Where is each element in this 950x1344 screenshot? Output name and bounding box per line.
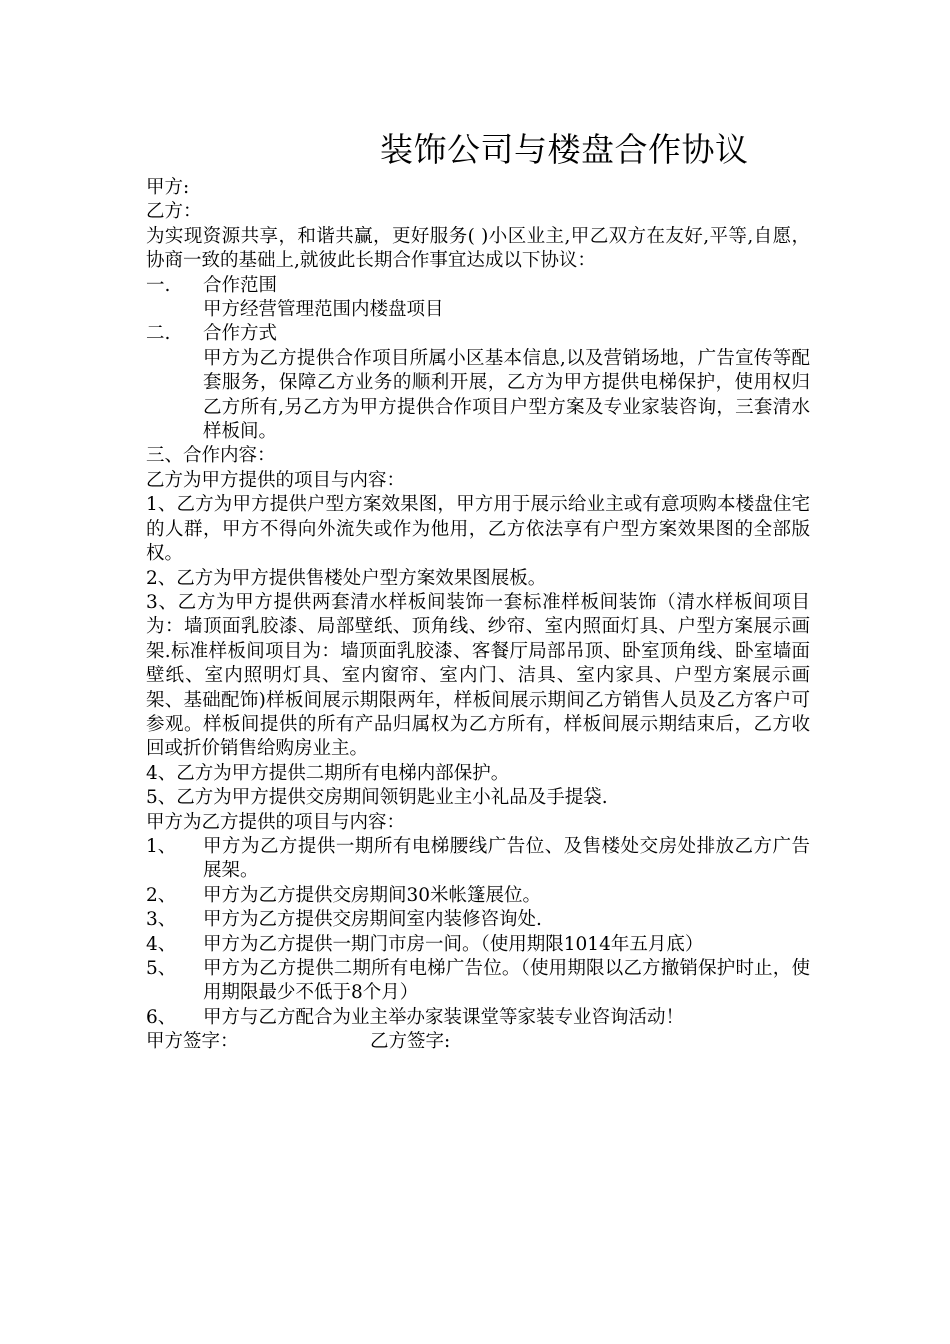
- party-a-signature-label: 甲方签字：: [146, 1031, 239, 1053]
- list-item-text: 甲方与乙方配合为业主举办家装课堂等家装专业咨询活动！: [203, 1006, 685, 1028]
- list-item: 1、乙方为甲方提供户型方案效果图，甲方用于展示给业主或有意项购本楼盘住宅的人群，甲方不得向外流失或作为他用，乙方依法享有户型方案效果图的全部版权。: [146, 494, 810, 565]
- list-item-text: 甲方为乙方提供交房期间30米帐篷展位。: [203, 884, 542, 906]
- section-heading: [146, 322, 810, 346]
- list-item-text: 甲方为乙方提供交房期间室内装修咨询处.: [203, 909, 542, 931]
- list-item-number: 4、: [146, 933, 177, 955]
- list-item: [146, 1006, 810, 1030]
- list-item-number: 2、: [146, 884, 177, 906]
- list-item: [146, 957, 810, 1006]
- list-item: [146, 884, 810, 908]
- list-item: [146, 908, 810, 932]
- list-item: 2、乙方为甲方提供售楼处户型方案效果图展板。: [146, 567, 547, 589]
- list-item-number: 1、: [146, 835, 177, 857]
- section-title: 合作范围: [203, 274, 278, 296]
- document-body: [146, 176, 810, 1055]
- party-b-provides-heading: 乙方为甲方提供的项目与内容：: [146, 469, 406, 491]
- party-a-provides-heading: 甲方为乙方提供的项目与内容：: [146, 811, 406, 833]
- section-3-heading: 三、合作内容：: [146, 445, 276, 467]
- section-number: 一.: [146, 274, 171, 296]
- list-item-number: 6、: [146, 1006, 177, 1028]
- list-item: 3、乙方为甲方提供两套清水样板间装饰一套标准样板间装饰（清水样板间项目为：墙顶面乳胶漆、局部壁纸、顶角线、纱帘、室内照面灯具、户型方案展示画架.标准样板间项目为：墙顶面乳胶漆、客餐厅局部吊顶、卧室顶角线、卧室墙面壁纸、室内照明灯具、室内窗帘、室内门、洁具、室内家具、户型方案展示画架、基础配饰)样板间展示期限两年，样板间展示期间乙方销售人员及乙方客户可参观。样板间提供的所有产品归属权为乙方所有，样板间展示期结束后，乙方收回或折价销售给购房业主。: [146, 591, 810, 760]
- section-body: 甲方经营管理范围内楼盘项目: [203, 299, 444, 321]
- list-item: [146, 933, 810, 957]
- party-b-signature-label: 乙方签字:: [370, 1031, 451, 1053]
- section-heading: [146, 274, 810, 298]
- section-number: 二.: [146, 323, 171, 345]
- list-item-text: 甲方为乙方提供一期所有电梯腰线广告位、及售楼处交房处排放乙方广告展架。: [203, 835, 810, 882]
- section-body: 甲方为乙方提供合作项目所属小区基本信息,以及营销场地，广告宣传等配套服务，保障乙方业务的顺利开展，乙方为甲方提供电梯保护，使用权归乙方所有,另乙方为甲方提供合作项目户型方案及专业家装咨询，三套清水样板间。: [203, 347, 810, 443]
- party-b-label: 乙方：: [146, 201, 202, 223]
- intro-paragraph: 为实现资源共享，和谐共赢，更好服务( )小区业主,甲乙双方在友好,平等,自愿，协商一致的基础上,就彼此长期合作事宜达成以下协议：: [146, 225, 810, 272]
- list-item-number: 5、: [146, 958, 177, 979]
- document-title: 装饰公司与楼盘合作协议: [380, 130, 749, 169]
- list-item-text: 甲方为乙方提供一期门市房一间。（使用期限1014年五月底）: [203, 933, 704, 955]
- list-item: 5、乙方为甲方提供交房期间领钥匙业主小礼品及手提袋.: [146, 787, 608, 809]
- party-a-label: 甲方:: [146, 177, 190, 198]
- signature-line: [146, 1030, 810, 1054]
- list-item: 4、乙方为甲方提供二期所有电梯内部保护。: [146, 762, 510, 784]
- list-item-text: 甲方为乙方提供二期所有电梯广告位。（使用期限以乙方撤销保护时止，使用期限最少不低于8个月）: [203, 958, 810, 1004]
- list-item-number: 3、: [146, 909, 177, 931]
- section-title: 合作方式: [203, 323, 278, 345]
- list-item: [146, 835, 810, 884]
